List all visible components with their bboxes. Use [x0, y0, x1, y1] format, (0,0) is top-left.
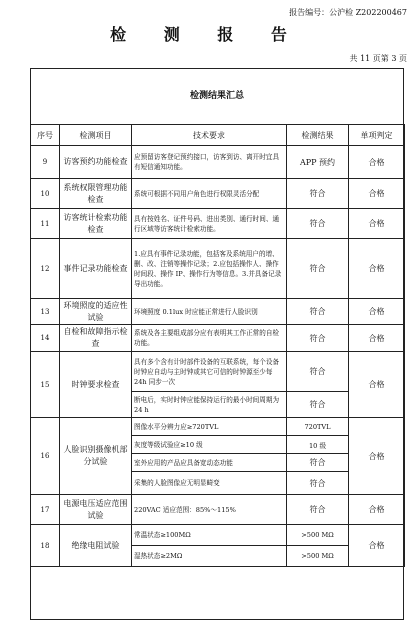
- verdict: 合格: [349, 209, 405, 239]
- requirement: 系统及各主要组成部分应有表明其工作正常的自检功能。: [132, 325, 287, 352]
- verdict: 合格: [349, 299, 405, 325]
- test-result: 10 级: [287, 436, 349, 454]
- test-result: 符合: [287, 325, 349, 352]
- table-header-row: [31, 125, 405, 146]
- test-result: 720TVL: [287, 418, 349, 436]
- test-item: 人脸识别摄像机部分试验: [60, 418, 132, 495]
- requirement: 系统可根据不同用户角色进行权限灵活分配: [132, 179, 287, 209]
- test-result: 符合: [287, 392, 349, 418]
- requirement: 湿热状态≥2MΩ: [132, 546, 287, 567]
- row-number: 18: [31, 525, 60, 567]
- test-item: 绝缘电阻试验: [60, 525, 132, 567]
- test-result: >500 MΩ: [287, 546, 349, 567]
- requirement: 应预留访客登记预约接口，访客到访、离开时宜具有短信通知功能。: [132, 146, 287, 179]
- verdict: 合格: [349, 325, 405, 352]
- row-number: 10: [31, 179, 60, 209]
- requirement: 室外应用的产品应具备宽动态功能: [132, 454, 287, 472]
- column-header: 检测结果: [287, 125, 349, 146]
- test-item: 访客预约功能检查: [60, 146, 132, 179]
- table-row: [31, 299, 405, 325]
- table-row: [31, 495, 405, 525]
- requirement: 图像水平分辨力应≥720TVL: [132, 418, 287, 436]
- verdict: 合格: [349, 352, 405, 418]
- column-header: 检测项目: [60, 125, 132, 146]
- table-row: [31, 239, 405, 299]
- test-result: APP 预约: [287, 146, 349, 179]
- requirement: 环境照度 0.1lux 时应能正常进行人脸识别: [132, 299, 287, 325]
- row-number: 11: [31, 209, 60, 239]
- report-number: 报告编号：公沪检 Z202200467: [289, 8, 407, 17]
- row-number: 15: [31, 352, 60, 418]
- verdict: 合格: [349, 418, 405, 495]
- test-item: 系统权限管理功能检查: [60, 179, 132, 209]
- requirement: 220VAC 适应范围：85%～115%: [132, 495, 287, 525]
- page-info: 共 11 页第 3 页: [349, 54, 407, 63]
- requirement: 断电后，实时时钟应能保持运行的最小时间周期为 24 h: [132, 392, 287, 418]
- report-sheet: [30, 68, 404, 620]
- test-result: 符合: [287, 239, 349, 299]
- test-result: 符合: [287, 495, 349, 525]
- report-title: 检 测 报 告: [110, 25, 303, 44]
- test-result: 符合: [287, 299, 349, 325]
- table-row: [31, 325, 405, 352]
- row-number: 12: [31, 239, 60, 299]
- test-item: 电源电压适应范围试验: [60, 495, 132, 525]
- test-result: 符合: [287, 454, 349, 472]
- test-item: 访客统计检索功能检查: [60, 209, 132, 239]
- test-item: 事件记录功能检查: [60, 239, 132, 299]
- row-number: 9: [31, 146, 60, 179]
- summary-title: 检测结果汇总: [31, 69, 403, 125]
- test-item: 自检和故障指示检查: [60, 325, 132, 352]
- requirement: 具有多个含有计时部件设备的互联系统，每个设备时钟应自动与主时钟或其它可信的时钟源至少每 24h 同步一次: [132, 352, 287, 392]
- row-number: 16: [31, 418, 60, 495]
- test-result: 符合: [287, 209, 349, 239]
- test-result: 符合: [287, 179, 349, 209]
- test-result: 符合: [287, 472, 349, 495]
- row-number: 13: [31, 299, 60, 325]
- table-row: [31, 146, 405, 179]
- results-table: [30, 124, 405, 567]
- column-header: 单项判定: [349, 125, 405, 146]
- verdict: 合格: [349, 146, 405, 179]
- verdict: 合格: [349, 525, 405, 567]
- requirement: 常温状态≥100MΩ: [132, 525, 287, 546]
- test-item: 时钟要求检查: [60, 352, 132, 418]
- test-item: 环境照度的适应性试验: [60, 299, 132, 325]
- row-number: 17: [31, 495, 60, 525]
- verdict: 合格: [349, 239, 405, 299]
- test-result: 符合: [287, 352, 349, 392]
- table-row: [31, 418, 405, 436]
- column-header: 序号: [31, 125, 60, 146]
- table-row: [31, 179, 405, 209]
- verdict: 合格: [349, 495, 405, 525]
- row-number: 14: [31, 325, 60, 352]
- requirement: 灰度等级试验应≥10 级: [132, 436, 287, 454]
- test-result: >500 MΩ: [287, 525, 349, 546]
- requirement: 采集的人脸图像应无明显畸变: [132, 472, 287, 495]
- table-row: [31, 209, 405, 239]
- requirement: 1.应具有事件记录功能，包括客及系统用户的增、删、改、注销等操作记录；2.应包括操作人、操作时间段、操作 IP、操作行为等信息。3.并具备记录导出功能。: [132, 239, 287, 299]
- verdict: 合格: [349, 179, 405, 209]
- requirement: 具有按姓名、证件号码、进出类别、通行时间、通行区域等访客统计检索功能。: [132, 209, 287, 239]
- table-row: [31, 525, 405, 546]
- table-row: [31, 352, 405, 392]
- column-header: 技术要求: [132, 125, 287, 146]
